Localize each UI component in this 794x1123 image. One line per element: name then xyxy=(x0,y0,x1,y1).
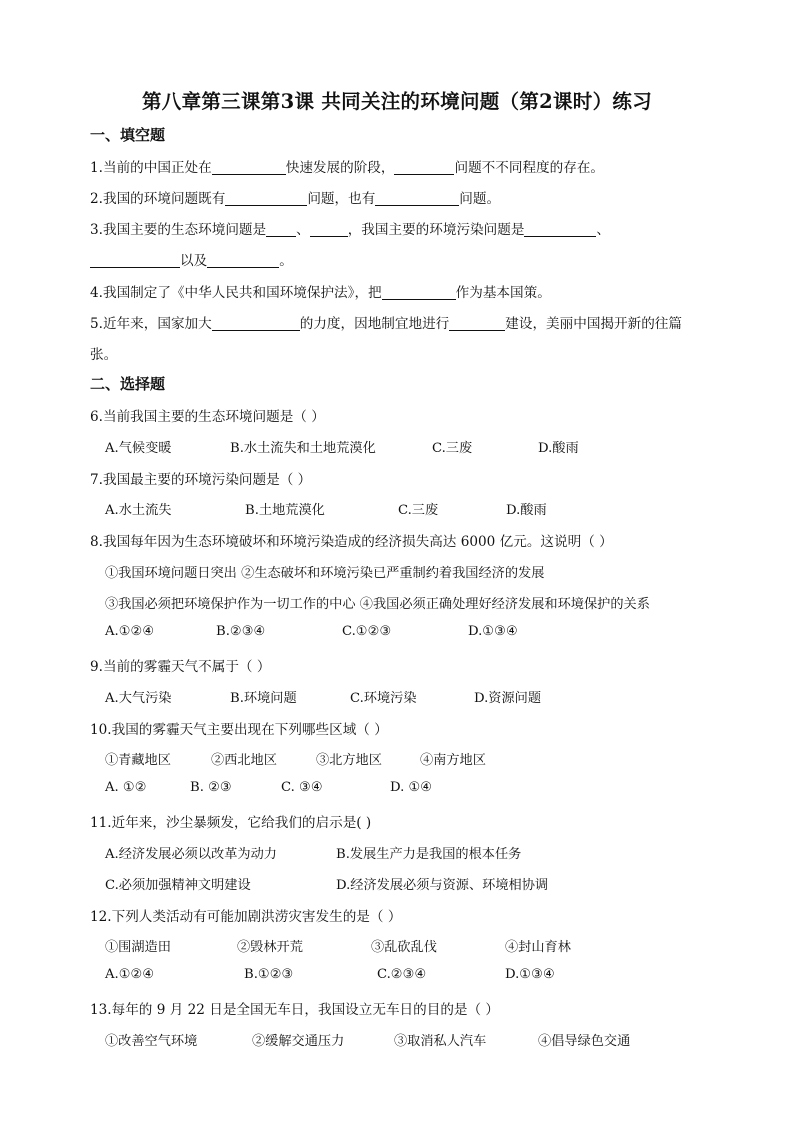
q10-option-a[interactable]: A. ①② xyxy=(105,780,147,795)
q12-option-b[interactable]: B.①②③ xyxy=(244,967,294,982)
q3-text-b: 、 xyxy=(296,222,310,238)
q8-option-b[interactable]: B.②③④ xyxy=(216,624,266,639)
q12-item-2: ②毁林开荒 xyxy=(237,940,303,955)
q9-option-a[interactable]: A.大气污染 xyxy=(105,691,172,706)
q8-stem: 8.我国每年因为生态环境破坏和环境污染造成的经济损失高达 6000 亿元。这说明（ ） xyxy=(90,534,613,550)
q5-text-c: 建设，美丽中国揭开新的往篇 xyxy=(505,316,682,332)
q10-stem: 10.我国的雾霾天气主要出现在下列哪些区域（ ） xyxy=(90,722,388,738)
q13-item-3: ③取消私人汽车 xyxy=(394,1034,487,1049)
q13-item-1: ①改善空气环境 xyxy=(105,1034,198,1049)
q11-stem: 11.近年来，沙尘暴频发，它给我们的启示是( ) xyxy=(90,815,372,831)
q8-statements-2: ③我国必须把环境保护作为一切工作的中心 ④我国必须正确处理好经济发展和环境保护的关系 xyxy=(105,597,650,612)
q5-text-a: 5.近年来，国家加大 xyxy=(90,316,212,332)
q1-blank-1[interactable] xyxy=(212,159,286,175)
q7-option-c[interactable]: C.三废 xyxy=(398,503,439,518)
q7-stem: 7.我国最主要的环境污染问题是（ ） xyxy=(90,472,312,488)
q13-item-4: ④倡导绿色交通 xyxy=(538,1034,631,1049)
q2-blank-1[interactable] xyxy=(225,190,307,206)
q12-item-3: ③乱砍乱伐 xyxy=(371,940,437,955)
fill-question-3-cont xyxy=(90,249,293,269)
q1-text-b: 快速发展的阶段， xyxy=(285,160,395,176)
q12-item-4: ④封山育林 xyxy=(505,940,571,955)
fill-question-3 xyxy=(90,218,610,238)
q11-option-a[interactable]: A.经济发展必须以改革为动力 xyxy=(105,847,277,862)
q2-text-b: 问题，也有 xyxy=(307,191,376,207)
q1-text-c: 问题不不同程度的存在。 xyxy=(454,160,605,176)
q4-text-a: 4.我国制定了《中华人民共和国环境保护法》，把 xyxy=(90,285,382,301)
q12-option-d[interactable]: D.①③④ xyxy=(505,967,555,982)
q4-blank-1[interactable] xyxy=(382,284,456,300)
q10-item-1: ①青藏地区 xyxy=(105,753,171,768)
q13-item-2: ②缓解交通压力 xyxy=(252,1034,345,1049)
q12-stem: 12.下列人类活动有可能加剧洪涝灾害发生的是（ ） xyxy=(90,909,402,925)
section-choice-heading: 二、选择题 xyxy=(90,375,166,393)
q10-item-4: ④南方地区 xyxy=(420,753,486,768)
q11-option-c[interactable]: C.必须加强精神文明建设 xyxy=(105,878,251,893)
q3-blank-3[interactable] xyxy=(524,221,596,237)
fill-question-4 xyxy=(90,281,551,301)
q3-blank-4[interactable] xyxy=(90,252,180,268)
worksheet-title: 第八章第三课第3课 共同关注的环境问题（第2课时）练习 xyxy=(141,90,653,113)
q4-text-b: 作为基本国策。 xyxy=(455,285,551,301)
q9-option-b[interactable]: B.环境问题 xyxy=(230,691,297,706)
q6-option-b[interactable]: B.水土流失和土地荒漠化 xyxy=(230,441,376,456)
q6-option-c[interactable]: C.三废 xyxy=(432,441,473,456)
q10-item-2: ②西北地区 xyxy=(211,753,277,768)
q8-option-c[interactable]: C.①②③ xyxy=(342,624,392,639)
q8-option-d[interactable]: D.①③④ xyxy=(468,624,518,639)
q11-option-d[interactable]: D.经济发展必须与资源、环境相协调 xyxy=(336,878,549,893)
fill-question-5 xyxy=(90,312,682,332)
q10-option-d[interactable]: D. ①④ xyxy=(390,780,433,795)
q6-stem: 6.当前我国主要的生态环境问题是（ ） xyxy=(90,409,325,425)
q10-option-b[interactable]: B. ②③ xyxy=(190,780,232,795)
q2-text-c: 问题。 xyxy=(459,191,501,207)
q3-blank-2[interactable] xyxy=(310,221,348,237)
q13-stem: 13.每年的 9 月 22 日是全国无车日，我国设立无车日的目的是（ ） xyxy=(90,1002,500,1018)
q7-option-b[interactable]: B.土地荒漠化 xyxy=(245,503,325,518)
q3-blank-5[interactable] xyxy=(207,252,279,268)
q2-blank-2[interactable] xyxy=(375,190,459,206)
q2-text-a: 2.我国的环境问题既有 xyxy=(90,191,226,207)
fill-question-5-cont: 张。 xyxy=(90,347,118,363)
q11-option-b[interactable]: B.发展生产力是我国的根本任务 xyxy=(336,847,522,862)
q1-text-a: 1.当前的中国正处在 xyxy=(90,160,212,176)
fill-question-1 xyxy=(90,156,604,176)
q6-option-a[interactable]: A.气候变暖 xyxy=(105,441,172,456)
q3-blank-1[interactable] xyxy=(266,221,296,237)
q6-option-d[interactable]: D.酸雨 xyxy=(538,441,579,456)
q5-text-b: 的力度，因地制宜地进行 xyxy=(299,316,450,332)
q9-option-d[interactable]: D.资源问题 xyxy=(474,691,542,706)
q9-stem: 9.当前的雾霾天气不属于（ ） xyxy=(90,659,271,675)
fill-question-2 xyxy=(90,187,500,207)
q10-item-3: ③北方地区 xyxy=(316,753,382,768)
q7-option-d[interactable]: D.酸雨 xyxy=(506,503,547,518)
q12-item-1: ①围湖造田 xyxy=(105,940,171,955)
q3-text-a: 3.我国主要的生态环境问题是 xyxy=(90,222,267,238)
q8-statements-1: ①我国环境问题日突出 ②生态破坏和环境污染已严重制约着我国经济的发展 xyxy=(105,566,545,581)
q5-blank-1[interactable] xyxy=(212,315,300,331)
q8-option-a[interactable]: A.①②④ xyxy=(105,624,155,639)
q1-blank-2[interactable] xyxy=(394,159,454,175)
q3-text-c: ，我国主要的环境污染问题是 xyxy=(347,222,525,238)
q9-option-c[interactable]: C.环境污染 xyxy=(350,691,417,706)
q7-option-a[interactable]: A.水土流失 xyxy=(105,503,172,518)
section-fill-heading: 一、填空题 xyxy=(90,126,166,144)
q12-option-c[interactable]: C.②③④ xyxy=(377,967,427,982)
q3-text-f: 。 xyxy=(279,253,293,269)
q12-option-a[interactable]: A.①②④ xyxy=(105,967,155,982)
q3-text-d: 、 xyxy=(596,222,611,238)
q3-text-e: 以及 xyxy=(180,253,208,269)
q5-blank-2[interactable] xyxy=(449,315,505,331)
q10-option-c[interactable]: C. ③④ xyxy=(281,780,323,795)
